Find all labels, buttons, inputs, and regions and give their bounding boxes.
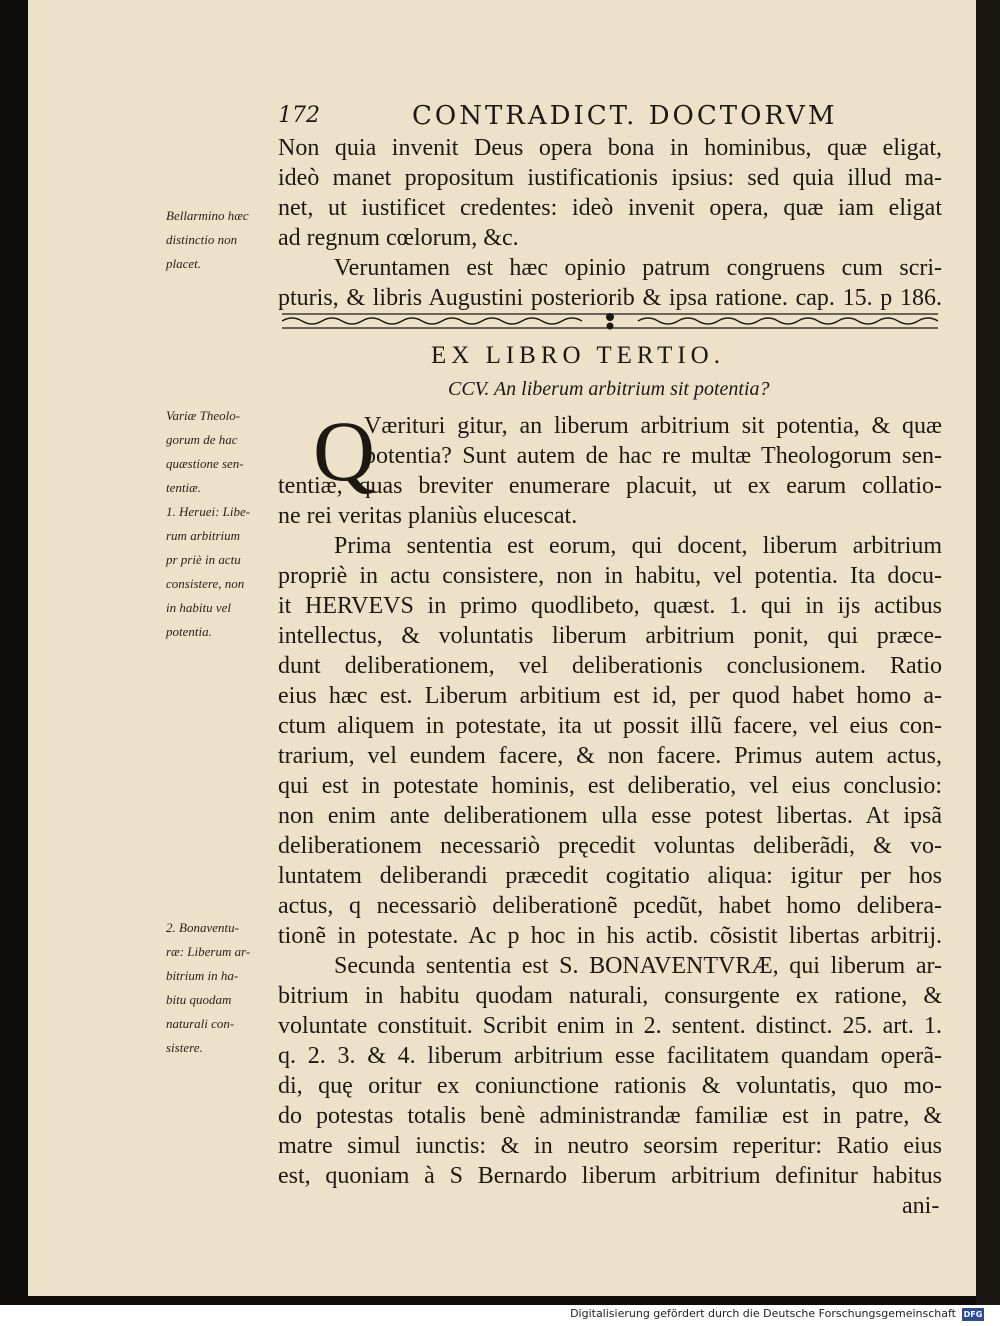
- text-line: it HERVEVS in primo quodlibeto, quæst. 1. qui in ijs actibus: [278, 593, 942, 619]
- text-line: non enim ante deliberationem ulla esse potest libertas. At ipsã: [278, 803, 942, 829]
- text-line: luntatem deliberandi præcedit cogitatio aliqua: igitur per hos: [278, 863, 942, 889]
- margin-line: gorum de hac: [166, 432, 238, 447]
- margin-line: pr priè in actu: [166, 552, 241, 567]
- text-line: tionẽ in potestate. Ac p hoc in his actib. cõsistit libertas arbitrij.: [278, 923, 942, 949]
- running-title: CONTRADICT. DOCTORVM: [412, 101, 838, 131]
- catchword: ani-: [902, 1193, 940, 1219]
- page-number: 172: [278, 103, 320, 128]
- text-line: net, ut iustificet credentes: ideò invenit opera, quæ iam eligat: [278, 195, 942, 221]
- margin-line: quæstione sen-: [166, 456, 244, 471]
- text-line: di, quę oritur ex coniunctione rationis & voluntatis, quo mo-: [278, 1073, 942, 1099]
- footer: [0, 1305, 1000, 1326]
- text-line: potentia? Sunt autem de hac re multæ Theologorum sen-: [364, 443, 942, 469]
- margin-line: sistere.: [166, 1040, 203, 1055]
- text-line: Prima sententia est eorum, qui docent, liberum arbitrium: [334, 533, 942, 559]
- margin-line: potentia.: [166, 624, 212, 639]
- text-line: dunt deliberationem, vel deliberationis conclusionem. Ratio: [278, 653, 942, 679]
- margin-line: ræ: Liberum ar-: [166, 944, 251, 959]
- text-line: do potestas totalis benè administrandæ familiæ est in patre, &: [278, 1103, 942, 1129]
- book-page: [28, 0, 976, 1296]
- text-line: actus, q necessariò deliberationẽ pcedũt, habet homo delibera-: [278, 893, 942, 919]
- text-line: pturis, & libris Augustini posteriorib & ipsa ratione. cap. 15. p 186.: [278, 285, 942, 311]
- funding-notice: Digitalisierung gefördert durch die Deutsche Forschungsgemeinschaft: [570, 1307, 956, 1320]
- margin-line: Bellarmino hæc: [166, 208, 249, 223]
- dfg-logo-icon: DFG: [963, 1310, 983, 1319]
- text-line: tentiæ, quas breviter enumerare placuit, ut ex earum collatio-: [278, 473, 942, 499]
- margin-line: naturali con-: [166, 1016, 235, 1031]
- chapter-heading: CCV. An liberum arbitrium sit potentia?: [448, 378, 770, 400]
- margin-line: 1. Heruei: Libe-: [166, 504, 251, 519]
- margin-line: in habitu vel: [166, 600, 231, 615]
- text-line: Veruntamen est hæc opinio patrum congruens cum scri-: [334, 255, 942, 281]
- margin-line: bitu quodam: [166, 992, 232, 1007]
- section-heading: EX LIBRO TERTIO.: [431, 342, 725, 369]
- margin-line: bitrium in ha-: [166, 968, 239, 983]
- text-line: eius hæc est. Liberum arbitium est id, per quod habet homo a-: [278, 683, 942, 709]
- drop-cap: Q: [313, 403, 376, 499]
- text-line: ad regnum cœlorum, &c.: [278, 225, 519, 251]
- margin-line: tentiæ.: [166, 480, 202, 495]
- text-line: q. 2. 3. & 4. liberum arbitrium esse facilitatem quandam operã-: [278, 1043, 942, 1069]
- margin-line: consistere, non: [166, 576, 245, 591]
- text-line: Secunda sententia est S. BONAVENTVRÆ, qui liberum ar-: [334, 953, 942, 979]
- text-line: qui est in potestate hominis, est deliberatio, vel eius conclusio:: [278, 773, 942, 799]
- text-line: deliberationem necessariò pręcedit voluntas deliberãdi, & vo-: [278, 833, 942, 859]
- margin-line: rum arbitrium: [166, 528, 241, 543]
- text-line: propriè in actu consistere, non in habitu, vel potentia. Ita docu-: [278, 563, 942, 589]
- margin-line: Variæ Theolo-: [166, 408, 241, 423]
- text-line: est, quoniam à S Bernardo liberum arbitrium definitur habitus: [278, 1163, 942, 1189]
- text-line: ideò manet propositum iustificationis ipsius: sed quia illud ma-: [278, 165, 942, 191]
- text-line: ne rei veritas planiùs elucescat.: [278, 503, 578, 529]
- text-line: voluntate constituit. Scribit enim in 2. sentent. distinct. 25. art. 1.: [278, 1013, 942, 1039]
- margin-line: 2. Bonaventu-: [166, 920, 239, 935]
- ornament-rule: [282, 308, 938, 334]
- text-line: ctum aliquem in potestate, ita ut possit illũ facere, vel eius con-: [278, 713, 942, 739]
- text-line: bitrium in habitu quodam naturali, consurgente ex ratione, &: [278, 983, 942, 1009]
- text-line: Non quia invenit Deus opera bona in hominibus, quæ eligat,: [278, 135, 942, 161]
- text-line: matre simul iunctis: & in neutro seorsim reperitur: Ratio eius: [278, 1133, 942, 1159]
- text-line: Værituri gitur, an liberum arbitrium sit potentia, & quæ: [364, 413, 942, 439]
- margin-line: distinctio non: [166, 232, 238, 247]
- book-fore-edge: [976, 0, 1000, 1305]
- text-line: trarium, vel eundem facere, & non facere. Primus autem actus,: [278, 743, 942, 769]
- text-line: intellectus, & voluntatis liberum arbitrium ponit, qui præce-: [278, 623, 942, 649]
- margin-line: placet.: [166, 256, 202, 271]
